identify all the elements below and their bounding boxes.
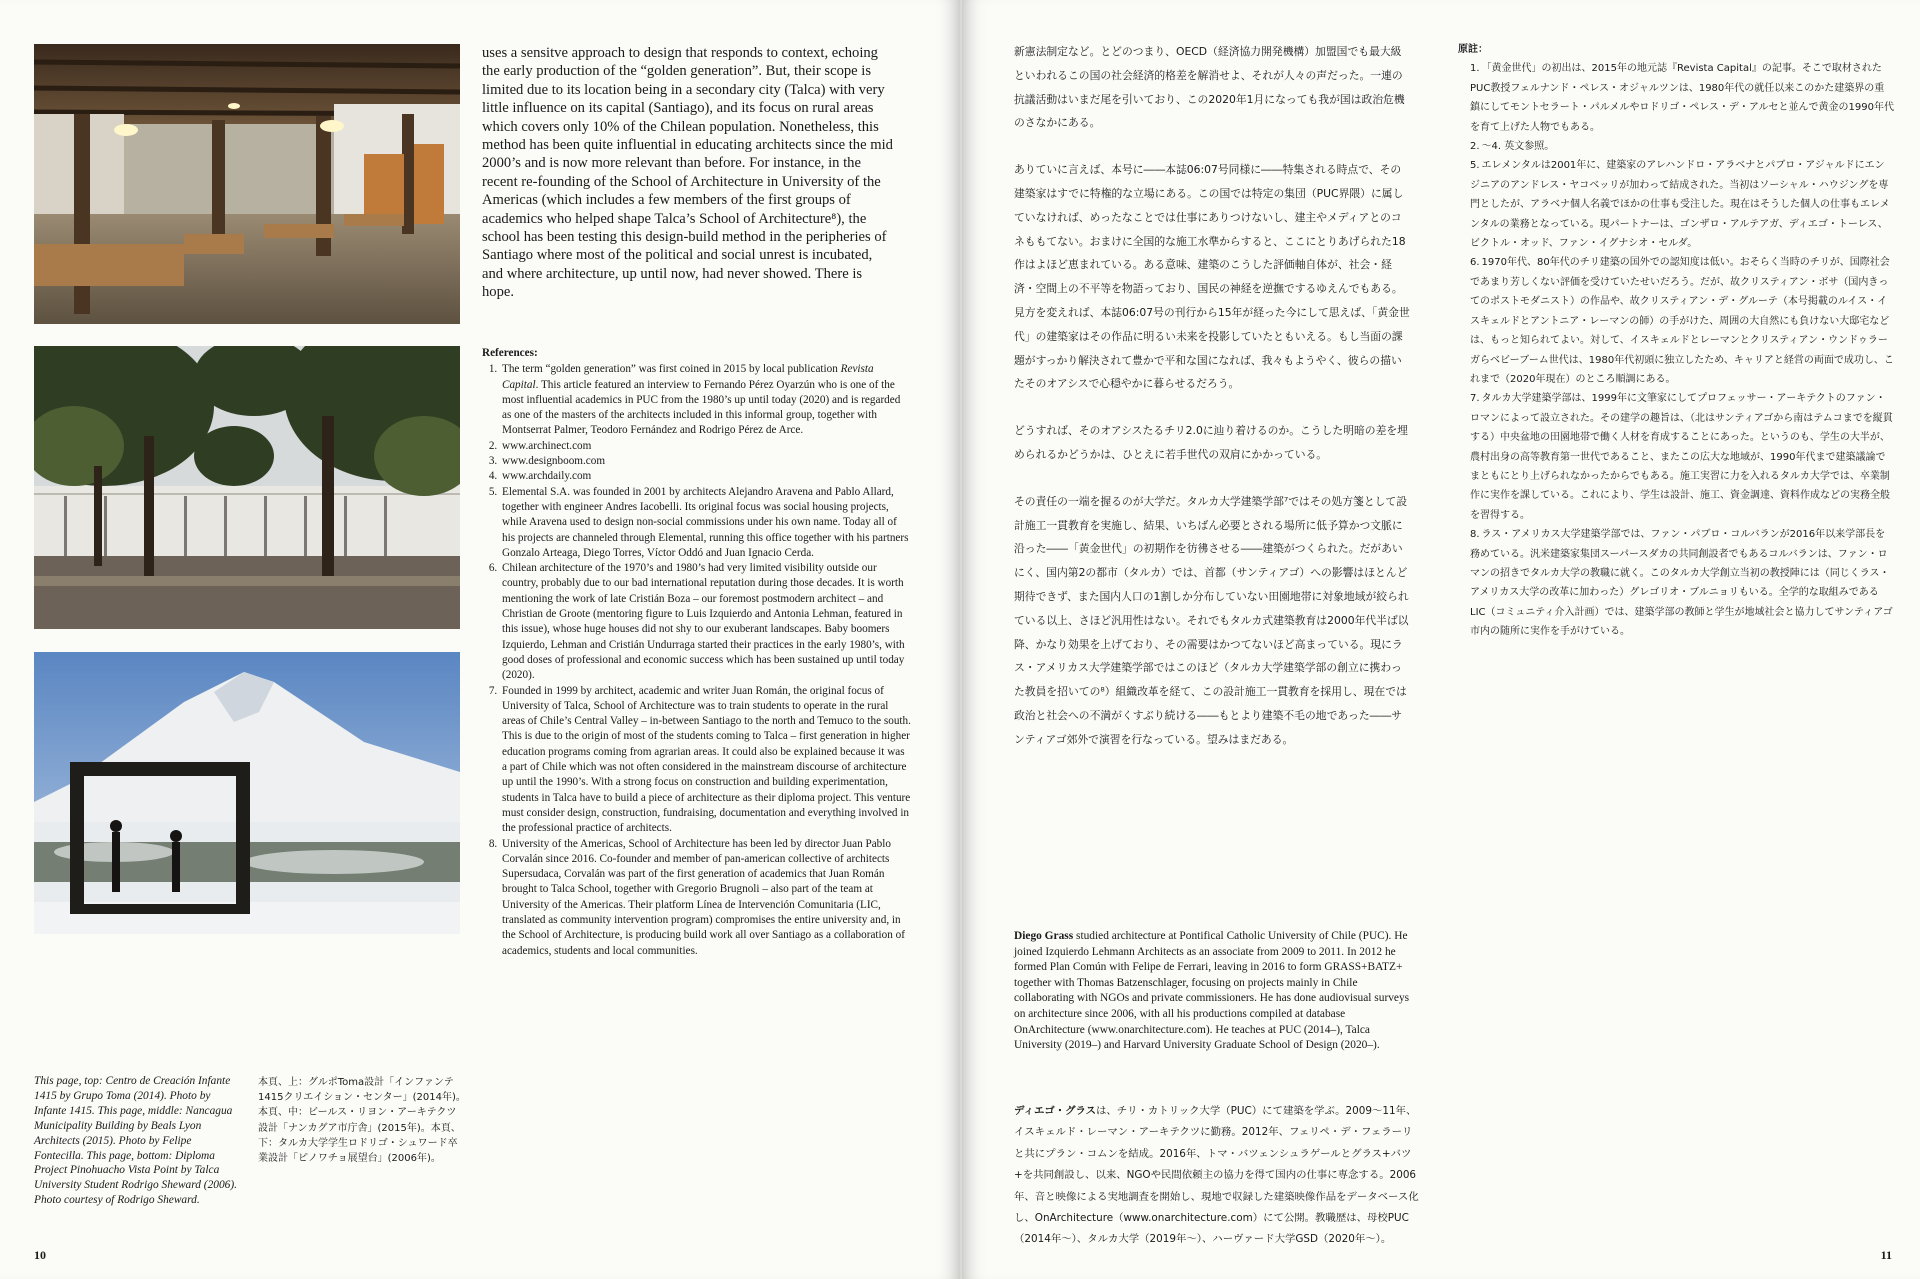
reference-item-2: 2. www.archinect.com: [500, 439, 912, 454]
jp-paragraph-3: 見方を変えれば、本誌06:07号の刊行から15年が経った今にして思えば、「黄金世代」の建築家はその作品に明るい未来を投影していたともいえる。もし当面の課題がすっかり解決されて豊かで平和な国になれば、我々もようやく、彼らの描いたそのオアシスで心穏やかに暮らせるだろう。: [1014, 305, 1410, 391]
author-bio-jp: [1014, 1101, 1420, 1251]
reference-1-text: The term “golden generation” was first coined in 2015 by local publication: [502, 363, 841, 376]
note-6-text: 1970年代、80年代のチリ建築の国外での認知度は低い。おそらく当時のチリが、国際社会であまり芳しくない評価を受けていたせいだろう。だが、故クリスティアン・ボサ（国内きってのポストモダニスト）の作品や、故クリスティアン・デ・グルーテ（本号掲載のルイス・イスキェルドとアントニア・レーマンの師）の手がけた、周囲の大自然にも負けない大邸宅などは、もっと知られてよい。対して、イスキェルドとレーマンとクリスティアン・ウンドゥラーガらベビーブーム世代は、1980年代初頭に独立したため、キャリアと経営の両面で成功し、これまで（2020年現在）のところ順調にある。: [1470, 257, 1894, 385]
author-name-en: Diego Grass: [1014, 930, 1074, 942]
photo-pinohuacho-vista-point: [34, 652, 460, 934]
jp-paragraph-1: 新憲法制定など。とどのつまり、OECD（経済協力開発機構）加盟国でも最大級といわれるこの国の社会経済的格差を解消せよ、それが人々の声だった。一連の抗議活動はいまだ尾を引いており、この2020年1月になっても我が国は政治危機のさなかにある。: [1014, 45, 1405, 130]
right-page: [962, 0, 1920, 1279]
jp-paragraph-4: どうすれば、そのオアシスたるチリ2.0に辿り着けるのか。こうした明暗の差を埋められるかどうかは、ひとえに若手世代の双肩にかかっている。: [1014, 424, 1408, 461]
note-8-text: ラス・アメリカス大学建築学部では、ファン・パブロ・コルバランが2016年以来学部長を務めている。汎米建築家集団スーパースダカの共同創設者でもあるコルバランは、ファン・ロマンの招きでタルカ大学の教職に就く。このタルカ大学創立当初の教授陣には（同じくラス・アメリカス大学の改革に加わった）グレゴリオ・ブルニョリもいる。全学的な取組みであるLIC（コミュニティ介入計画）では、建築学部の教師と学生が地域社会と協力してサンティアゴ市内の随所に実作を手がけている。: [1470, 529, 1893, 638]
note-5-text: エレメンタルは2001年に、建築家のアレハンドロ・アラベナとパブロ・アジャルドにエンジニアのアンドレス・ヤコベッリが加わって結成された。当初はソーシャル・ハウジングを専門としたが、アラベナ個人名義でほかの仕事も受注した。現在はそうした個人の仕事もエレメンタルの業務となっている。現パートナーは、ゴンザロ・アルテアガ、ディエゴ・トーレス、ビクトル・オッド、ファン・イグナシオ・セルダ。: [1470, 160, 1890, 250]
reference-item-4: 4. www.archdaily.com: [500, 469, 912, 484]
photo-caption-en: This page, top: Centro de Creación Infante 1415 by Grupo Toma (2014). Photo by Infante 1415. This page, middle: Nancagua Municipality Building by Beals Lyon Architects (2015). Photo by Felipe Fontecilla. This page, bottom: Diploma Project Pinohuacho Vista Point by Talca University Student Rodrigo Sheward (2006). Photo courtesy of Rodrigo Sheward.: [34, 1075, 238, 1207]
author-bio-jp-text: は、チリ・カトリック大学（PUC）にて建築を学ぶ。2009～11年、イスキェルド・レーマン・アーキテクツに勤務。2012年、フェリペ・デ・フェラーリと共にプラン・コムンを結成。2016年、トマ・バツェンシュラゲールとグラス+バツ+を共同創設し、以来、NGOや民間依頼主の協力を得て国内の仕事に専念する。2006年、音と映像による実地調査を開始し、現地で収録した建築映像作品をデータベース化し、OnArchitecture（www.onarchitecture.com）にて公開。教職歴は、母校PUC（2014年～）、タルカ大学（2019年～）、ハーヴァード大学GSD（2020年～）。: [1014, 1105, 1419, 1246]
references-list: [482, 362, 912, 959]
reference-item-8: 8. University of the Americas, School of Architecture has been led by director Juan Pablo Corvalán since 2016. Co-founder and member of pan-american collective of architects Supersudaca, Corvalán was part of the first generation of academics that Juan Román brought to Talca School, together with Gregorio Brugnoli – also part of the team at University of the Americas. Their platform Línea de Intervención Comunitaria (LIC, translated as community intervention program) compromises the entire university and, in the School of Architecture, is producing build work all over Santiago as a collaboration of academics, students and local communities.: [500, 837, 912, 959]
jp-paragraph-5: その責任の一端を握るのが大学だ。タルカ大学建築学部⁷ではその処方箋として設計施工一貫教育を実施し、結果、いちばん必要とされる場所に低予算かつ文脈に沿った――「黄金世代」の初期作を彷彿させる――建築がつくられた。だがあいにく、国内第2の都市（タルカ）では、首都（サンティアゴ）への影響はほとんど期待できず、また国内人口の1割しか分布していない田園地帯に対象地域が絞られている以上、さほど汎用性はない。それでもタルカ式建築教育は2000年代半ば以降、かなり効果を上げており、その需要はかつてないほど高まっている。現にラス・アメリカス大学建築学部ではこのほど（タルカ大学建築学部の創立に携わった教員を招いての⁸）組織改革を経て、この設計施工一貫教育を採用し、現在では政治と社会への不満がくすぶり続ける――もとより建築不毛の地であった――サンティアゴ郊外で演習を行なっている。望みはまだある。: [1014, 494, 1409, 746]
photo-interior-infante-1415: [34, 44, 460, 324]
author-name-jp: ディエゴ・グラス: [1014, 1105, 1096, 1117]
note-7-text: タルカ大学建築学部は、1999年に文筆家にしてプロフェッサー・アーキテクトのファン・ロマンによって設立された。その建学の趣旨は、（北はサンティアゴから南はテムコまでを縦貫する）中央盆地の田園地帯で働く人材を育成することにあった。というのも、学生の大半が、農村出身の高等教育第一世代であること、またこの広大な地域が、1990年代まで建築議論でまともにとり上げられなかったからでもある。施工実習に力を入れるタルカ大学では、卒業制作に実作を課している。これにより、学生は設計、施工、資金調達、資料作成などの実務全般を習得する。: [1470, 393, 1893, 521]
photo-caption-jp: 本頁、上：グルポToma設計「インファンテ1415クリエイション・センター」(2014年)。本頁、中：ビールス・リヨン・アーキテクツ設計「ナンカグア市庁舎」(2015年)。本頁、下：タルカ大学学生ロドリゴ・シュワード卒業設計「ピノワチョ展望台」(2006年)。: [258, 1077, 466, 1165]
references: [482, 346, 912, 959]
notes-jp: [1458, 40, 1894, 642]
notes-list: [1458, 59, 1894, 641]
article-body-jp: [1014, 40, 1410, 775]
note-2-text: ～4. 英文参照。: [1481, 141, 1555, 153]
note-item-2: 2. ～4. 英文参照。: [1470, 141, 1555, 153]
jp-paragraph-2: ありていに言えば、本号に――本誌06:07号同様に――特集される時点で、その建築家はすでに特権的な立場にある。この国では特定の集団（PUC界隈）に属していなければ、めったなことでは仕事にありつけないし、建主やメディアとのコネももてない。おまけに全国的な施工水準からすると、ここにとりあげられた18作はよほど恵まれている。ある意味、建築のこうした評価軸自体が、社会・経済・空間上の不平等を物語っており、国民の神経を逆撫でするゆえんでもある。: [1014, 163, 1406, 296]
page-number-right: 11: [1880, 1248, 1892, 1262]
reference-item-7: 7. Founded in 1999 by architect, academic and writer Juan Román, the original focus of University of Talca, School of Architecture was to train students to operate in the rural areas of Chile’s Central Valley – in-between Santiago to the north and Temuco to the south. This is due to the origin of most of the students coming to Talca – first generation in higher education programs coming from agrarian areas. It could also be explained because it was a part of Chile which was not often considered in the mainstream discourse of architecture up until the 1990’s. With a strong focus on construction and building experimentation, students in Talca have to build a piece of architecture as their diploma project. This venture must consider design, construction, fundraising, documentation and everything involved in the professional practice of architects.: [500, 684, 912, 837]
author-bio-en-text: studied architecture at Pontifical Catholic University of Chile (PUC). He joined Izquierdo Lehmann Architects as an associate from 2009 to 2011. In 2012 he formed Plan Común with Felipe de Ferrari, leaving in 2016 to form GRASS+BATZ+ together with Thomas Batzenschlager, focusing on projects mainly in Chile collaborating with NGOs and private commissioners. He has done audiovisual surveys on architecture since 2006, with all his productions compiled at database OnArchitecture (www.onarchitecture.com). He teaches at PUC (2014–), Talca University (2019–) and Harvard University Graduate School of Design (2020–).: [1014, 930, 1410, 1052]
page-number-left: 10: [34, 1248, 46, 1262]
notes-title: 原註：: [1458, 44, 1488, 55]
article-body-en: uses a sensitve approach to design that responds to context, echoing the early production of the “golden generation”. But, their scope is limited due to its location being in a secondary city (Talca) with very little influence on its capital (Santiago), and its focus on rural areas which covers only 10% of the Chilean population. Nonetheless, this method has been quite influential in educating architects since the mid 2000’s and is now more relevant than before. For instance, in the recent re-founding of the School of Architecture in University of the Americas (which includes a few members of the first groups of academics who helped shape Talca’s School of Architecture⁸), the school has been testing this design-build method in the peripheries of Santiago where most of the political and social unrest is incubated, and where architecture, up until now, had never showed. There is hope.: [482, 45, 893, 301]
note-item-1: 1. 「黄金世代」の初出は、2015年の地元誌『Revista Capital』の記事。そこで取材されたPUC教授フェルナンド・ペレス・オジャルツンは、1980年代の就任以来このかた建築界の重鎮にしてモントセラート・パルメルやロドリゴ・ペレス・デ・アルセと並んで黄金の1990年代を育て上げた人物でもある。: [1470, 63, 1894, 133]
reference-1-publication: Revista Capital: [502, 363, 874, 391]
photo-nancagua-municipality: [34, 346, 460, 629]
note-item-6: 6. 1970年代、80年代のチリ建築の国外での認知度は低い。おそらく当時のチリが、国際社会であまり芳しくない評価を受けていたせいだろう。だが、故クリスティアン・ボサ（国内きってのポストモダニスト）の作品や、故クリスティアン・デ・グルーテ（本号掲載のルイス・イスキェルドとアントニア・レーマンの師）の手がけた、周囲の大自然にも負けない大邸宅などは、もっと知られてよい。対して、イスキェルドとレーマンとクリスティアン・ウンドゥラーガらベビーブーム世代は、1980年代初頭に独立したため、キャリアと経営の両面で成功し、これまで（2020年現在）のところ順調にある。: [1470, 257, 1894, 385]
reference-1-text-end: . This article featured an interview to Fernando Pérez Oyarzún who is one of the most influential academics in PUC from the 1980’s up until today (2020) and is regarded as one of the masters of the architects included in this informal group, together with Montserrat Palmer, Teodoro Fernández and Rodrigo Pérez de Arce.: [502, 378, 901, 437]
references-title: References:: [482, 347, 538, 359]
note-item-7: 7. タルカ大学建築学部は、1999年に文筆家にしてプロフェッサー・アーキテクトのファン・ロマンによって設立された。その建学の趣旨は、（北はサンティアゴから南はテムコまでを縦貫する）中央盆地の田園地帯で働く人材を育成することにあった。というのも、学生の大半が、農村出身の高等教育第一世代であること、またこの広大な地域が、1990年代まで建築議論でまともにとり上げられなかったからでもある。施工実習に力を入れるタルカ大学では、卒業制作に実作を課している。これにより、学生は設計、施工、資金調達、資料作成などの実務全般を習得する。: [1470, 393, 1893, 521]
reference-item-6: 6. Chilean architecture of the 1970’s and 1980’s had very limited visibility outside our country, probably due to our bad international reputation during those decades. It is worth mentioning the work of late Cristián Boza – our foremost postmodern architect – and Christian de Groote (mentoring figure to Luis Izquierdo and Antonia Lehman, featured in this issue), whose huge houses did not shy to our exuberant landscapes. Baby boomers Izquierdo, Lehman and Cristián Undurraga started their practices in the early 1980’s, with good doses of professional and economic success which has been sustained up until today (2020).: [500, 561, 912, 683]
reference-item-3: 3. www.designboom.com: [500, 454, 912, 469]
note-item-5: 5. エレメンタルは2001年に、建築家のアレハンドロ・アラベナとパブロ・アジャルドにエンジニアのアンドレス・ヤコベッリが加わって結成された。当初はソーシャル・ハウジングを専門としたが、アラベナ個人名義でほかの仕事も受注した。現在はそうした個人の仕事もエレメンタルの業務となっている。現パートナーは、ゴンザロ・アルテアガ、ディエゴ・トーレス、ビクトル・オッド、ファン・イグナシオ・セルダ。: [1470, 160, 1890, 250]
author-bio-en: [1014, 929, 1410, 1054]
note-item-8: 8. ラス・アメリカス大学建築学部では、ファン・パブロ・コルバランが2016年以来学部長を務めている。汎米建築家集団スーパースダカの共同創設者でもあるコルバランは、ファン・ロマンの招きでタルカ大学の教職に就く。このタルカ大学創立当初の教授陣には（同じくラス・アメリカス大学の改革に加わった）グレゴリオ・ブルニョリもいる。全学的な取組みであるLIC（コミュニティ介入計画）では、建築学部の教師と学生が地域社会と協力してサンティアゴ市内の随所に実作を手がけている。: [1470, 529, 1893, 638]
reference-item-1: [500, 362, 912, 438]
reference-item-5: 5. Elemental S.A. was founded in 2001 by architects Alejandro Aravena and Pablo Allard, together with engineer Andres Iacobelli. Its original focus was social housing projects, while Aravena used to design non-social commissions under his own name. Today all of his projects are channeled through Elemental, running this office together with his partners Gonzalo Arteaga, Diego Torres, Víctor Oddó and Juan Ignacio Cerda.: [500, 485, 912, 561]
note-1-text: 「黄金世代」の初出は、2015年の地元誌『Revista Capital』の記事。そこで取材されたPUC教授フェルナンド・ペレス・オジャルツンは、1980年代の就任以来このかた建築界の重鎮にしてモントセラート・パルメルやロドリゴ・ペレス・デ・アルセと並んで黄金の1990年代を育て上げた人物でもある。: [1470, 63, 1894, 133]
